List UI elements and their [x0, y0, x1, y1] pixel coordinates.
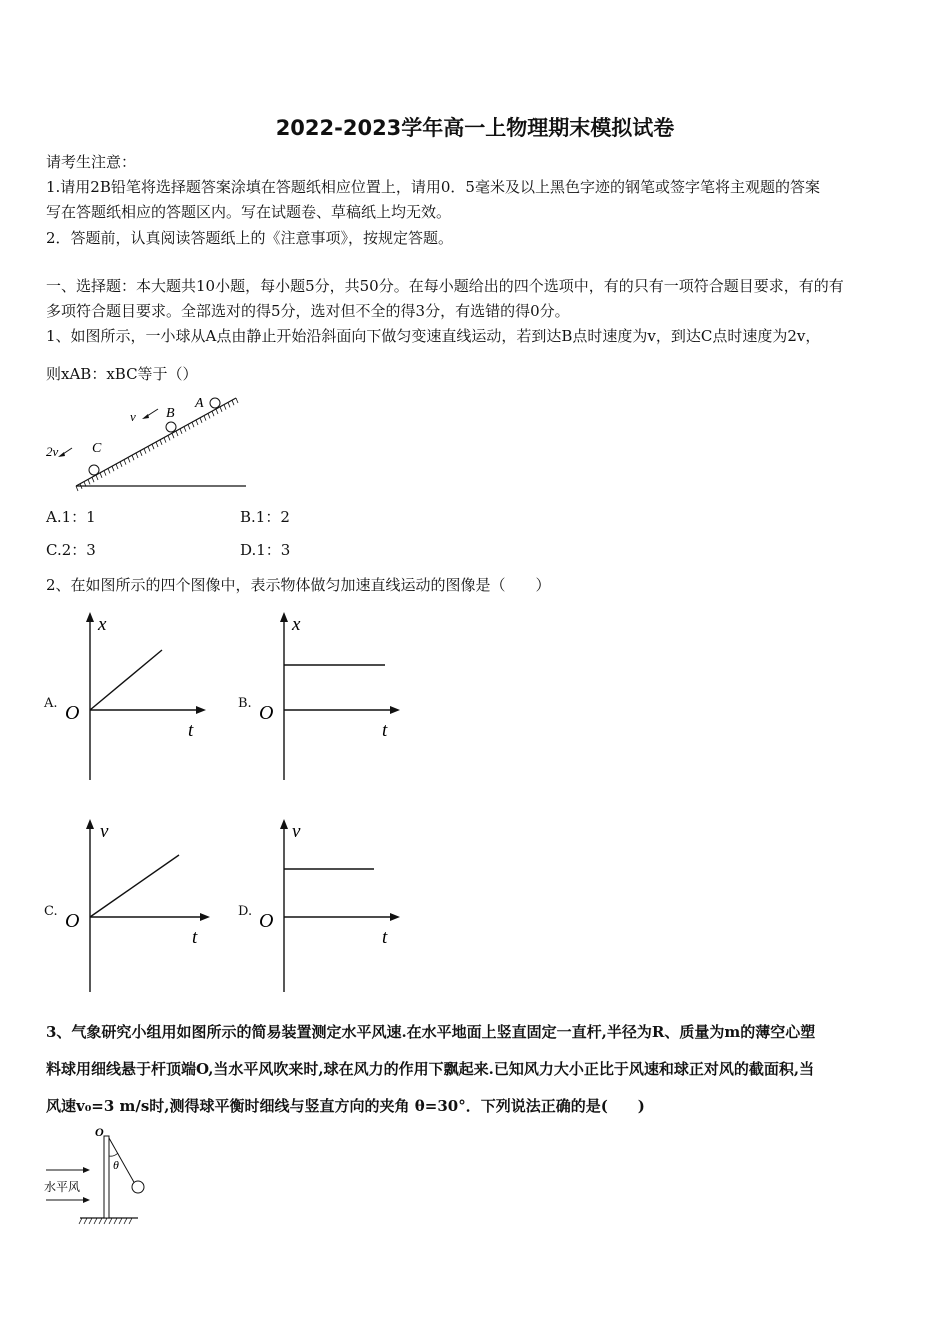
y-axis-arrow: [280, 819, 288, 829]
ground-hatching: [79, 1218, 132, 1224]
origin-label: O: [259, 910, 274, 932]
label-c: C: [92, 441, 102, 456]
q2-option-d-label: D.: [238, 904, 253, 919]
y-axis-arrow: [280, 612, 288, 622]
label-b: B: [166, 406, 175, 421]
q2-graph-d: [254, 815, 409, 995]
origin-label: O: [259, 702, 274, 724]
label-o: O: [95, 1125, 104, 1139]
q1-stem-line-2: 则xAB：xBC等于（）: [46, 365, 198, 383]
arrow-2v-head: [58, 452, 65, 457]
q3-stem-line-1: 3、气象研究小组用如图所示的简易装置测定水平风速.在水平地面上竖直固定一直杆,半径为R、质量为m的薄空心塑: [46, 1023, 816, 1041]
q1-option-b: B.1：2: [240, 508, 290, 526]
q3-stem-line-2: 料球用细线悬于杆顶端O,当水平风吹来时,球在风力的作用下飘起来.已知风力大小正比于风速和球正对风的截面积,当: [46, 1060, 815, 1078]
graph-line: [90, 855, 179, 917]
q2-option-a-label: A.: [44, 696, 58, 711]
label-a: A: [195, 396, 204, 411]
y-label: v: [100, 821, 109, 842]
y-label: v: [292, 821, 301, 842]
y-axis-arrow: [86, 819, 94, 829]
x-label: t: [382, 720, 388, 741]
q2-graph-c: [60, 815, 215, 995]
q2-stem: 2、在如图所示的四个图像中，表示物体做匀加速直线运动的图像是（ ）: [46, 576, 551, 594]
x-axis-arrow: [390, 913, 400, 921]
q3-wind-figure: [40, 1124, 160, 1234]
y-label: x: [292, 614, 301, 635]
q2-graph-b: [254, 608, 404, 783]
x-label: t: [188, 720, 194, 741]
notice-item-1-line-2: 写在答题纸相应的答题区内。写在试题卷、草稿纸上均无效。: [46, 203, 452, 221]
y-label: x: [98, 614, 107, 635]
wind-arrow-top-head: [83, 1167, 90, 1173]
q2-graph-a: [60, 608, 210, 783]
notice-item-2: 2．答题前，认真阅读答题纸上的《注意事项》，按规定答题。: [46, 229, 454, 247]
notice-heading: 请考生注意：: [46, 153, 137, 171]
y-axis-arrow: [86, 612, 94, 622]
x-label: t: [192, 927, 198, 948]
x-label: t: [382, 927, 388, 948]
q2-option-b-label: B.: [238, 696, 252, 711]
q3-stem-line-3: 风速v₀=3 m/s时,测得球平衡时细线与竖直方向的夹角 θ=30°．下列说法正确的是( ): [46, 1097, 645, 1115]
q1-stem-line-1: 1、如图所示，一小球从A点由静止开始沿斜面向下做匀变速直线运动，若到达B点时速度为v，到达C点时速度为2v，: [46, 327, 821, 345]
wind-arrow-bottom-head: [83, 1197, 90, 1203]
label-v: v: [130, 409, 136, 424]
q1-option-c: C.2：3: [46, 541, 96, 559]
x-axis-arrow: [196, 706, 206, 714]
vertical-pole: [104, 1136, 109, 1218]
x-axis-arrow: [390, 706, 400, 714]
label-theta: θ: [113, 1158, 119, 1172]
label-2v: 2v: [46, 444, 59, 459]
q1-option-a: A.1：1: [46, 508, 96, 526]
plastic-ball: [132, 1181, 144, 1193]
section-1-line-1: 一、选择题：本大题共10小题，每小题5分，共50分。在每小题给出的四个选项中，有的只有一项符合题目要求，有的有: [46, 277, 844, 295]
notice-item-1-line-1: 1.请用2B铅笔将选择题答案涂填在答题纸相应位置上，请用0．5毫米及以上黑色字迹的钢笔或签字笔将主观题的答案: [46, 178, 820, 196]
angle-arc: [109, 1153, 118, 1156]
page-title: 2022-2023学年高一上物理期末模拟试卷: [275, 116, 675, 140]
ball-a: [210, 398, 220, 408]
origin-label: O: [65, 702, 80, 724]
q2-option-c-label: C.: [44, 904, 58, 919]
ball-b: [166, 422, 176, 432]
x-axis-arrow: [200, 913, 210, 921]
ball-c: [89, 465, 99, 475]
section-1-line-2: 多项符合题目要求。全部选对的得5分，选对但不全的得3分，有选错的得0分。: [46, 302, 570, 320]
q1-option-d: D.1：3: [240, 541, 291, 559]
label-wind: 水平风: [44, 1180, 81, 1194]
arrow-v-head: [142, 414, 149, 419]
q1-incline-figure: [40, 390, 255, 495]
graph-line: [90, 650, 162, 710]
origin-label: O: [65, 910, 80, 932]
